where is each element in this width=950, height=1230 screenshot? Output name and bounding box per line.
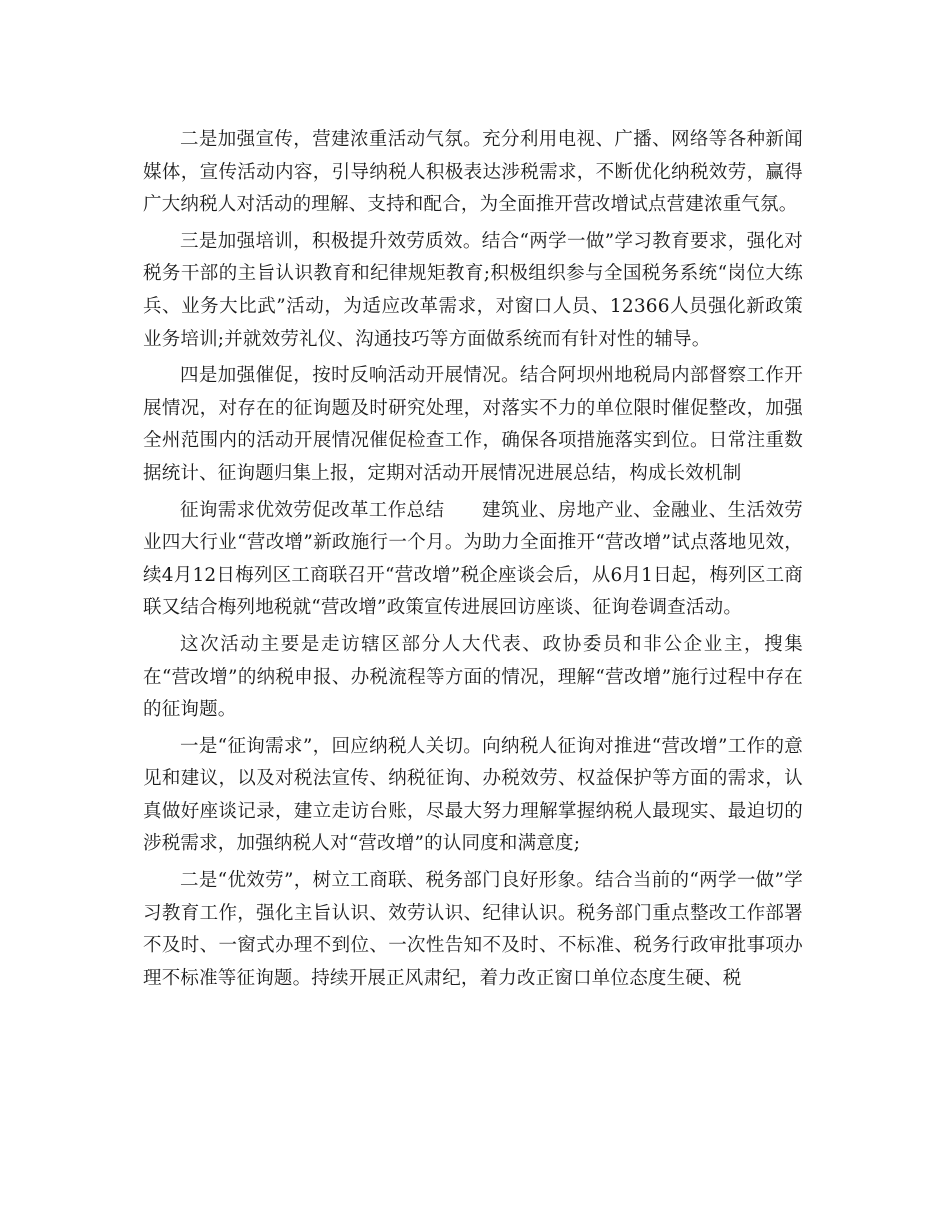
paragraph-activity: 这次活动主要是走访辖区部分人大代表、政协委员和非公企业主，搜集在“营改增”的纳税申报、办税流程等方面的情况，理解“营改增”施行过程中存在的征询题。 xyxy=(143,633,803,721)
paragraph-training: 三是加强培训，积极提升效劳质效。结合“两学一做”学习教育要求，强化对税务干部的主旨认识教育和纪律规矩教育;积极组织参与全国税务系统“岗位大练兵、业务大比武”活动，为适应改革需求，对窗口人员、12366人员强化新政策业务培训;并就效劳礼仪、沟通技巧等方面做系统而有针对性的辅导。 xyxy=(143,230,803,350)
paragraph-publicity: 二是加强宣传，营建浓重活动气氛。充分利用电视、广播、网络等各种新闻媒体，宣传活动内容，引导纳税人积极表达涉税需求，不断优化纳税效劳，赢得广大纳税人对活动的理解、支持和配合，为全面推开营改增试点营建浓重气氛。 xyxy=(143,129,803,216)
document-body xyxy=(143,124,803,999)
paragraph-supervision: 四是加强催促，按时反响活动开展情况。结合阿坝州地税局内部督察工作开展情况，对存在的征询题及时研究处理，对落实不力的单位限时催促整改，加强全州范围内的活动开展情况催促检查工作，确保各项措施落实到位。日常注重数据统计、征询题归集上报，定期对活动开展情况进展总结，构成长效机制 xyxy=(143,365,803,484)
paragraph-optimize-service: 二是“优效劳”，树立工商联、税务部门良好形象。结合当前的“两学一做”学习教育工作，强化主旨认识、效劳认识、纪律认识。税务部门重点整改工作部署不及时、一窗式办理不到位、一次性告知不及时、不标准、税务行政审批事项办理不标准等征询题。持续开展正风肃纪，着力改正窗口单位态度生硬、税 xyxy=(143,870,803,989)
paragraph-summary-intro: 征询需求优效劳促改革工作总结 建筑业、房地产业、金融业、生活效劳业四大行业“营改增”新政施行一个月。为助力全面推开“营改增”试点落地见效，续4月12日梅列区工商联召开“营改增”税企座谈会后，从6月1日起，梅列区工商联又结合梅列地税就“营改增”政策宣传进展回访座谈、征询卷调查活动。 xyxy=(143,499,803,619)
paragraph-consult-needs: 一是“征询需求”，回应纳税人关切。向纳税人征询对推进“营改增”工作的意见和建议，以及对税法宣传、纳税征询、办税效劳、权益保护等方面的需求，认真做好座谈记录，建立走访台账，尽最大努力理解掌握纳税人最现实、最迫切的涉税需求，加强纳税人对“营改增”的认同度和满意度; xyxy=(143,735,803,855)
